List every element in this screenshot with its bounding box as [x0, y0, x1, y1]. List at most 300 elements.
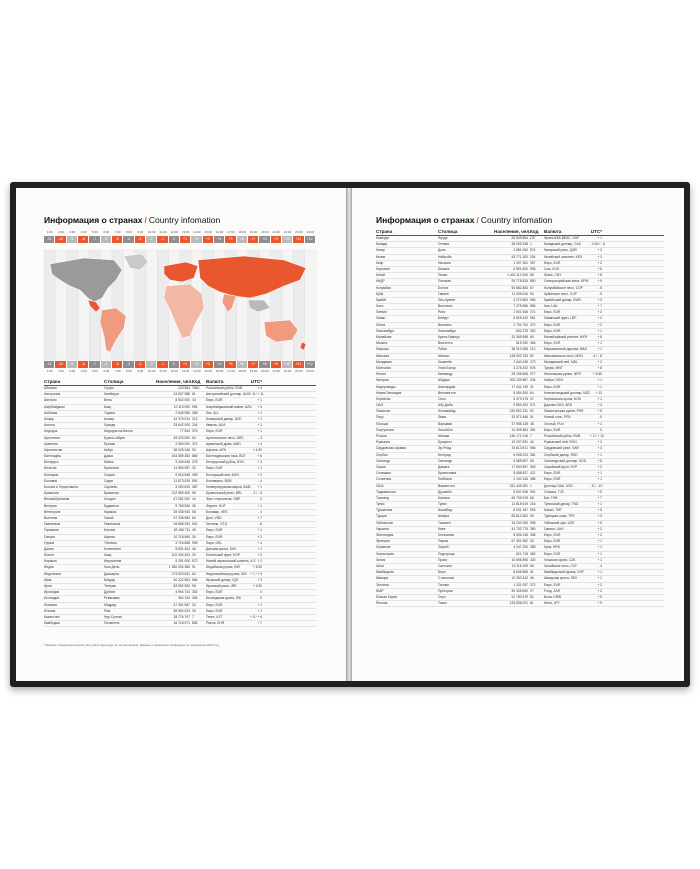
table-cell: Австрия	[44, 398, 57, 403]
table-cell: + 2	[257, 472, 262, 477]
table-cell: Исламабад	[438, 409, 456, 414]
table-cell: Швейцария	[376, 570, 394, 575]
table-cell: 86	[530, 273, 534, 278]
table-cell: Чешская крона, CZK	[544, 557, 576, 562]
timezone-hour: 5:00	[92, 369, 98, 373]
table-cell: 33 642 000	[173, 423, 190, 428]
table-cell: Канберра	[104, 392, 119, 397]
table-cell: Китай	[376, 273, 385, 278]
table-cell: Баку	[104, 404, 112, 409]
table-cell: + 2	[597, 322, 602, 327]
table-cell: Тенге, KZT	[206, 614, 223, 619]
table-cell: Малайзийский ринггит, MYR	[544, 335, 588, 339]
table-cell: Индийская рупия, INR	[206, 565, 240, 570]
table-cell: Монголия	[376, 365, 391, 370]
table-cell: 420	[530, 557, 536, 562]
table-cell: 386	[530, 477, 536, 482]
table-cell: 19 237 691	[511, 440, 528, 445]
table-cell: 50 882 884	[511, 285, 528, 290]
table-cell: Тунис	[438, 502, 447, 507]
timezone-cell: +2	[191, 361, 202, 368]
table-cell: Датская крона, DKK	[206, 546, 237, 551]
table-cell: + 1	[257, 429, 262, 434]
table-cell: + 4	[597, 403, 602, 408]
title-en: Country infomation	[480, 215, 553, 225]
timezone-cell: +6	[237, 236, 248, 243]
table-cell: + 2	[257, 559, 262, 564]
column-header: UTC*	[250, 379, 262, 384]
table-cell: Румыния	[376, 440, 390, 445]
table-cell: 33	[530, 539, 534, 544]
timezone-cell: -11	[44, 361, 55, 368]
table-cell: Душанбе	[438, 489, 452, 494]
table-cell: 994	[192, 404, 198, 409]
table-cell: + 2	[597, 310, 602, 315]
table-cell: 364 134	[178, 596, 190, 601]
timezone-hour: 20:00	[261, 230, 269, 234]
table-cell: Берлин	[104, 528, 116, 533]
table-cell: Дублин	[104, 590, 116, 595]
table-cell: Швеция	[376, 576, 389, 581]
table-cell: Подгорица	[438, 551, 455, 556]
table-cell: + 1	[597, 378, 602, 383]
timezone-hour: 1:00	[46, 230, 53, 234]
table-cell: 60	[530, 335, 534, 339]
timezone-hour: 6:00	[103, 230, 110, 234]
table-cell: Вена	[104, 398, 112, 403]
table-cell: Гватемала	[44, 522, 61, 527]
timezone-strip-bottom	[44, 361, 316, 368]
table-cell: 2 881 060	[513, 248, 528, 253]
table-cell: 237	[530, 236, 536, 240]
table-cell: 2 963 000	[175, 441, 190, 446]
table-cell: Тирана	[104, 410, 116, 415]
table-cell: 591	[192, 478, 198, 483]
table-cell: 375	[192, 460, 198, 465]
left-country-table	[44, 386, 316, 627]
table-cell: Иракский динар, IQD	[206, 577, 239, 582]
table-cell: Шведская крона, SEK	[544, 576, 578, 581]
table-cell: Евро, EUR	[206, 608, 223, 613]
table-cell: + 9	[597, 279, 602, 284]
table-cell: Вьентьян	[438, 304, 453, 309]
table-cell: + 1	[597, 396, 602, 401]
table-cell: Загреб	[438, 545, 449, 550]
table-cell: 359	[192, 472, 198, 477]
table-cell: Киргизия	[376, 266, 390, 271]
table-cell: Лаос	[376, 304, 384, 309]
table-cell: + 1	[597, 557, 602, 562]
table-cell: Австралийский доллар, AUD	[206, 392, 251, 397]
table-cell: Лиссабон	[438, 427, 453, 432]
title-ru: Информация о странах	[376, 215, 475, 225]
table-cell: Кетсаль, GTQ	[206, 522, 228, 527]
timezone-cell: +10	[282, 361, 293, 368]
table-cell: Бат, THB	[544, 495, 558, 500]
table-cell: Аргентинское песо, ARS	[206, 435, 244, 440]
timezone-cell: -4	[123, 361, 134, 368]
table-cell: Новая Зеландия	[376, 390, 402, 395]
table-cell: 41	[530, 570, 534, 575]
table-cell: + 1	[257, 503, 262, 508]
table-cell: Индонезийская рупия, IDR	[206, 571, 247, 576]
table-cell: 64	[530, 390, 534, 395]
table-cell: Израиль	[44, 559, 58, 564]
table-cell: Манат, TMT	[544, 508, 562, 513]
timezone-cell: +8	[259, 361, 270, 368]
table-cell: - 5 / - 10	[590, 483, 603, 488]
table-cell: София	[104, 472, 115, 477]
table-cell: Евро, EUR	[206, 602, 223, 607]
table-cell: Боливар, VES	[206, 509, 228, 514]
table-cell: Риель, KHR	[206, 621, 225, 626]
table-cell: + 3	[257, 577, 262, 582]
table-cell: Бишкек	[438, 266, 450, 271]
table-cell: Яунде	[438, 236, 448, 240]
title-separator: /	[476, 215, 479, 225]
table-cell: Рейкьявик	[104, 596, 120, 601]
table-cell: - 4	[258, 509, 262, 514]
table-cell: Евро, EUR	[544, 539, 561, 544]
timezone-cell: +5	[225, 361, 236, 368]
table-cell: Кувейт	[376, 297, 387, 302]
timezone-cell: -1	[157, 361, 168, 368]
table-cell: 356	[530, 341, 536, 346]
table-cell: - 6 / - 8	[591, 353, 602, 358]
table-cell: + 1	[597, 421, 602, 426]
table-cell: Абуджа	[438, 378, 450, 383]
table-cell: 44	[192, 497, 196, 502]
table-cell: + 5	[597, 409, 602, 414]
timezone-cell: +8	[259, 236, 270, 243]
table-cell: Ливанский фунт, LBP	[544, 316, 577, 321]
column-header: Страна	[376, 229, 393, 234]
table-cell: Непальская рупия, NPR	[544, 372, 581, 377]
table-cell: Брюссель	[104, 466, 120, 471]
table-cell: Пакистан	[376, 409, 391, 414]
table-cell: 61	[192, 392, 196, 397]
table-cell: + 1	[257, 485, 262, 489]
table-cell: Киев	[438, 526, 446, 531]
table-cell: 16 858 333	[173, 522, 190, 527]
table-cell: Каракас	[104, 509, 117, 514]
timezone-hour: 20:00	[261, 369, 269, 373]
table-cell: 32	[192, 466, 196, 471]
table-cell: Исландская крона, ISK	[206, 596, 242, 601]
table-cell: 10 698 896	[511, 557, 528, 562]
table-cell: Евро, EUR	[206, 429, 223, 434]
table-cell: 10 718 565	[173, 534, 190, 539]
left-page-title	[44, 215, 220, 225]
table-cell: 5 685 807	[513, 458, 528, 463]
table-cell: Туркмения	[376, 508, 393, 513]
table-cell: Камбоджа	[44, 621, 60, 626]
timezone-hour: 10:00	[147, 369, 156, 373]
table-cell: 976	[530, 365, 536, 370]
table-cell: Катманду	[438, 372, 453, 377]
timezone-hour: 9:00	[137, 230, 144, 234]
table-cell: Бразилия	[44, 491, 59, 496]
table-cell: 92	[530, 409, 534, 414]
table-cell: 992	[530, 489, 536, 494]
table-cell: 47 351 567	[173, 602, 190, 607]
table-cell: - 3	[258, 435, 262, 440]
table-cell: + 1	[597, 236, 602, 240]
table-cell: + 4	[257, 404, 262, 409]
timezone-band	[146, 250, 157, 360]
table-cell: Стокгольм	[438, 576, 454, 581]
table-cell: Дирхам ОАЭ, AED	[544, 403, 573, 408]
table-cell: Доха	[438, 248, 446, 253]
table-cell: Боливия	[44, 478, 58, 483]
table-cell: 128 932 753	[509, 353, 528, 358]
timezone-hour: 18:00	[238, 369, 246, 373]
table-cell: Злотый, PLN	[544, 421, 564, 426]
right-table-header	[376, 228, 664, 236]
table-cell: 373	[530, 359, 536, 364]
table-cell: Азербайджан	[44, 404, 65, 409]
table-cell: Кубинское песо, CUP	[544, 291, 577, 296]
table-cell: + 2	[597, 464, 602, 469]
table-cell: 354	[192, 596, 198, 601]
table-cell: 41 732 779	[511, 526, 528, 531]
timezone-hour: 9:00	[137, 369, 144, 373]
table-cell: + 5	[597, 489, 602, 494]
table-cell: + 1	[597, 539, 602, 544]
table-cell: + 1	[597, 341, 602, 346]
table-cell: 52	[530, 353, 534, 358]
table-cell: Сантьяго	[438, 563, 453, 568]
table-cell: Черногория	[376, 551, 394, 556]
table-cell: Евро, EUR	[544, 427, 561, 432]
table-cell: 18 776 707	[173, 614, 190, 619]
table-cell: 2 845 955	[175, 410, 190, 415]
table-cell: Алжирский динар, DZD	[206, 416, 242, 421]
table-cell: 6 591 600	[513, 266, 528, 271]
table-cell: + 4	[257, 540, 262, 545]
table-cell: 20	[192, 553, 196, 558]
timezone-cell: -8	[78, 236, 89, 243]
table-cell: Евро, EUR	[544, 341, 561, 346]
table-cell: Пномпень	[104, 621, 120, 626]
right-page	[352, 188, 684, 681]
table-cell: Евро, EUR	[206, 466, 223, 471]
timezone-cell: -5	[112, 361, 123, 368]
timezone-hour: 22:00	[283, 369, 292, 373]
table-cell: 2 100 126	[513, 477, 528, 482]
table-cell: 32 365 998	[511, 335, 528, 339]
table-cell: Азербайджанский манат, AZN	[206, 404, 252, 409]
title-separator: /	[144, 215, 147, 225]
table-cell: Луанда	[104, 423, 116, 428]
title-en: Country infomation	[148, 215, 221, 225]
table-cell: Португалия	[376, 427, 394, 432]
timezone-hour: 15:00	[204, 369, 213, 373]
timezone-hour: 17:00	[227, 230, 235, 234]
table-cell: Юань, CNY	[544, 273, 562, 278]
column-header: Население, чел.	[156, 379, 193, 384]
table-cell: 82	[530, 594, 534, 599]
table-cell: Сингапур	[438, 458, 453, 463]
table-cell: Фунт стерлингов, GBP	[206, 497, 241, 502]
table-cell: Кувейтский динар, KWD	[544, 297, 581, 302]
table-cell: Абу-Даби	[438, 403, 453, 408]
table-cell: + 7	[597, 304, 602, 309]
table-cell: Венгрия	[44, 503, 57, 508]
table-cell: 97 338 583	[173, 515, 190, 520]
table-cell: Лондон	[104, 497, 116, 502]
table-cell: Евро, EUR	[544, 582, 561, 587]
table-cell: Ханой	[104, 515, 114, 520]
table-cell: Хельсинки	[438, 533, 455, 537]
table-cell: 995	[192, 540, 198, 545]
table-cell: Валлетта	[438, 341, 453, 346]
table-cell: Алжир	[104, 416, 115, 421]
timezone-hour: 11:00	[159, 369, 167, 373]
table-cell: 83 614 362	[511, 514, 528, 519]
table-cell: Багдад	[104, 577, 115, 582]
table-cell: 45	[192, 546, 196, 551]
table-cell: + 1	[257, 546, 262, 551]
table-cell: + 3	[597, 446, 602, 451]
table-cell: Бангладеш	[44, 454, 62, 459]
table-cell: Бельгия	[44, 466, 57, 471]
table-cell: 216	[530, 502, 536, 507]
table-cell: 2 794 700	[513, 322, 528, 327]
timezone-hour: 3:00	[69, 230, 76, 234]
table-cell: - 5	[598, 285, 602, 290]
table-row	[44, 621, 316, 627]
table-cell: 965	[530, 297, 536, 302]
table-cell: Сукре	[104, 478, 114, 483]
table-cell: Лари, GEL	[206, 540, 223, 545]
table-cell: 387	[192, 485, 198, 489]
table-cell: 45 376 000	[173, 435, 190, 440]
table-cell: Донг, VND	[206, 515, 222, 520]
table-cell: Северокорейская вона, KPW	[544, 279, 589, 284]
table-cell: 51 780 579	[511, 594, 528, 599]
timezone-cell: -1	[157, 236, 168, 243]
timezone-hour: 1:00	[46, 369, 53, 373]
table-cell: Испания	[44, 602, 58, 607]
table-cell: Словакия	[376, 471, 391, 476]
table-cell: Евро, EUR	[544, 328, 561, 333]
table-cell: Москва	[438, 434, 450, 438]
table-cell: 0	[260, 497, 262, 502]
table-cell: 357	[530, 260, 536, 265]
table-cell: Южная Корея	[376, 594, 398, 599]
table-cell: Лима	[438, 415, 447, 420]
column-header: Страна	[44, 379, 61, 384]
table-cell: 1 207 361	[513, 260, 528, 265]
timezone-hour: 14:00	[193, 230, 201, 234]
table-cell: Сингапур	[376, 458, 391, 463]
table-cell: Таджикистан	[376, 489, 396, 494]
table-cell: 621 718	[516, 551, 528, 556]
table-cell: + 2	[597, 260, 602, 265]
table-cell: Мальта	[376, 341, 388, 346]
table-cell: Афганистан	[44, 447, 63, 452]
table-cell: 2 640 438	[513, 359, 528, 364]
table-cell: 1 901 548	[513, 310, 528, 315]
table-cell: 11 818 619	[511, 502, 528, 507]
timezone-cell: -3	[135, 361, 146, 368]
table-cell: Греция	[44, 534, 55, 539]
table-cell: Ташкент	[438, 520, 451, 525]
table-cell: Кванза, AOA	[206, 423, 226, 428]
table-cell: + 2	[597, 582, 602, 587]
table-cell: 10 119 000	[173, 404, 190, 409]
table-cell: 27	[530, 588, 534, 593]
column-header: Код	[192, 379, 201, 384]
table-cell: 46	[530, 576, 534, 581]
table-cell: Австралия	[44, 392, 61, 397]
timezone-hour: 15:00	[204, 230, 213, 234]
timezone-cell: 0	[169, 236, 180, 243]
table-cell: 54	[192, 435, 196, 440]
table-cell: + 3	[597, 297, 602, 302]
table-cell: Евро, EUR	[206, 534, 223, 539]
table-cell: 964	[192, 577, 198, 582]
table-cell: - 5	[598, 291, 602, 296]
table-cell: + 6	[597, 266, 602, 271]
table-cell: + 1	[257, 608, 262, 613]
table-cell: + 4	[257, 386, 262, 390]
table-cell: 963	[530, 464, 536, 469]
table-cell: Ирак	[44, 577, 52, 582]
table-cell: + 1	[597, 328, 602, 333]
table-cell: Иерусалим	[104, 559, 122, 564]
timezone-cell: -10	[55, 361, 66, 368]
table-cell: Тбилиси	[104, 540, 117, 545]
table-cell: 164 689 383	[171, 454, 190, 459]
table-cell: 44 375 014	[173, 416, 190, 421]
table-cell: Бухарест	[438, 440, 453, 445]
table-cell: 77 543	[179, 429, 190, 434]
table-cell: 3 280 815	[175, 485, 190, 489]
table-cell: Индонезия	[44, 571, 61, 576]
timezone-cell: -6	[101, 361, 112, 368]
table-cell: Бразильский реал, BRL	[206, 491, 243, 496]
table-cell: Новый соль, PEN	[544, 415, 571, 420]
table-cell: Кип, LAK	[544, 304, 558, 309]
table-cell: Марокко	[376, 347, 390, 352]
table-cell: Веллингтон	[438, 390, 456, 395]
table-cell: 273 523 621	[171, 571, 190, 576]
table-cell: Токио	[438, 601, 447, 606]
table-cell: Прага	[438, 557, 448, 562]
table-cell: Польша	[376, 421, 389, 426]
table-cell: Казахстан	[44, 614, 60, 619]
table-cell: Афгани, AFN	[206, 447, 227, 452]
table-cell: 371	[530, 310, 536, 315]
timezone-cell: +11	[293, 236, 304, 243]
table-cell: + 8	[597, 335, 602, 339]
table-cell: 971	[530, 403, 536, 408]
table-cell: Венесуэла	[44, 509, 61, 514]
table-cell: 28 435 943	[173, 509, 190, 514]
table-cell: 961	[530, 316, 536, 321]
table-cell: Эль-Кувейт	[438, 297, 456, 302]
table-cell: Париж	[438, 539, 449, 544]
timezone-hour: 13:00	[181, 230, 190, 234]
table-cell: Румынский лей, RON	[544, 440, 577, 445]
timezone-cell: +7	[248, 361, 259, 368]
table-cell: 421	[530, 471, 536, 476]
timezone-cell: +7	[248, 236, 259, 243]
table-cell: Кения	[376, 254, 386, 259]
timezone-cell: +5	[225, 236, 236, 243]
